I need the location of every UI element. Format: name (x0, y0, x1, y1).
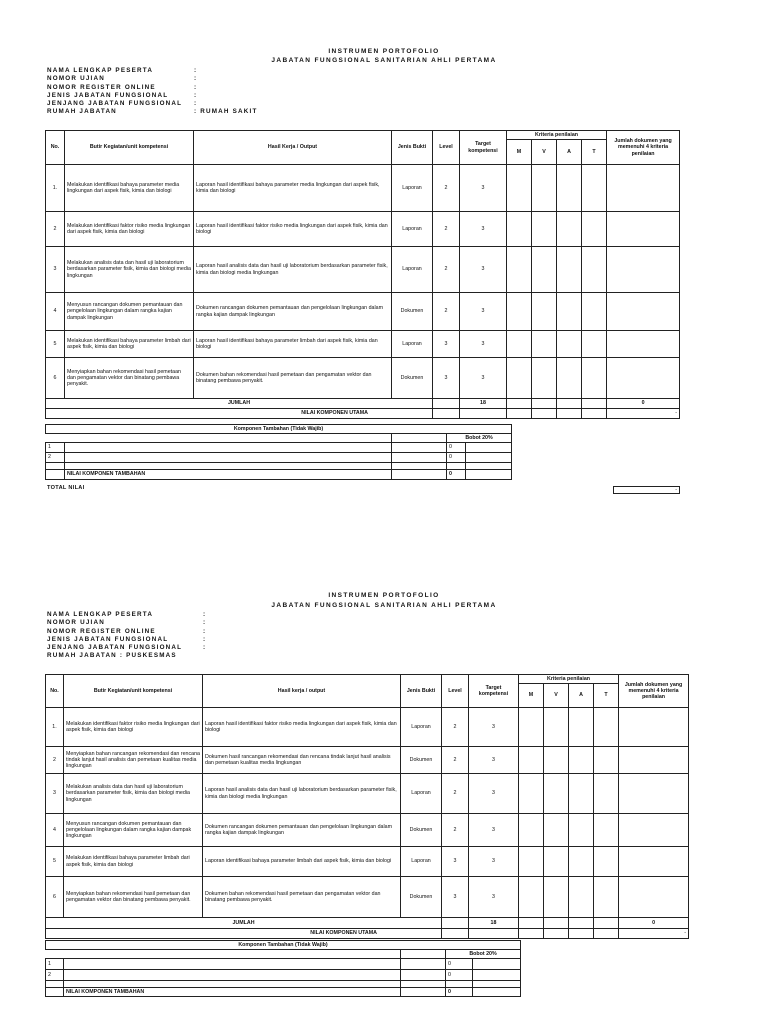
cell-v[interactable] (544, 774, 569, 814)
row-butir: Menyusun rancangan dokumen pemantauan dan pengelolaan lingkungan dalam rangka kajian dampak lingkungan (64, 814, 203, 847)
table-row (46, 747, 689, 774)
row-jenis: Laporan (392, 212, 433, 247)
tambahan-cell[interactable] (401, 970, 446, 981)
table-row (46, 212, 680, 247)
cell-a[interactable] (557, 331, 582, 358)
header-a: A (569, 684, 594, 708)
cell-t[interactable] (582, 247, 607, 293)
identity-row (47, 619, 347, 627)
table-row (46, 358, 680, 399)
header-v: V (544, 684, 569, 708)
row-hasil: Laporan hasil identifikasi bahaya parameter limbah dari aspek fisik, kimia dan biologi (194, 331, 392, 358)
header-butir: Butir Kegiatan/unit kompetensi (64, 675, 203, 708)
cell-t[interactable] (594, 774, 619, 814)
header-jenis-bukti: Jenis Bukti (392, 131, 433, 165)
cell-jumlah[interactable] (619, 708, 689, 747)
header-level: Level (433, 131, 460, 165)
header-v: V (532, 140, 557, 165)
row-butir: Menyiapkan bahan rekomendasi hasil pemetaan dan pengamatan vektor dan binatang pembawa penyakit. (65, 358, 194, 399)
header-m: M (507, 140, 532, 165)
cell-m[interactable] (519, 847, 544, 877)
tambahan-value: 0 (447, 443, 466, 453)
row-no: 3 (46, 774, 64, 814)
cell-m[interactable] (519, 877, 544, 918)
identity-label: NOMOR UJIAN (47, 75, 105, 83)
row-hasil: Laporan hasil identifikasi bahaya parameter media lingkungan dari aspek fisik, kimia dan biologi (194, 165, 392, 212)
table-row (46, 331, 680, 358)
row-jenis: Dokumen (392, 358, 433, 399)
identity-block (47, 67, 347, 117)
row-level: 2 (433, 165, 460, 212)
jumlah-target: 18 (460, 399, 507, 409)
identity-label: JENJANG JABATAN FUNGSIONAL (47, 644, 183, 652)
row-hasil: Dokumen bahan rekomendasi hasil pemetaan dan pengamatan vektor dan binatang pembawa penyakit. (194, 358, 392, 399)
identity-value: : (203, 611, 207, 618)
cell-m[interactable] (519, 747, 544, 774)
nilai-tambahan-row (46, 470, 512, 480)
cell-v[interactable] (544, 747, 569, 774)
row-butir: Melakukan analisis data dan hasil uji laboratorium berdasarkan parameter fisik, kimia dan biologi media lingkungan (64, 774, 203, 814)
row-target: 3 (460, 212, 507, 247)
tambahan-value: 0 (446, 959, 473, 970)
identity-row (47, 611, 347, 619)
tambahan-cell[interactable] (64, 959, 401, 970)
cell-jumlah[interactable] (619, 774, 689, 814)
nilai-utama-label: NILAI KOMPONEN UTAMA (46, 929, 442, 939)
row-hasil: Laporan hasil analisis data dan hasil uji laboratorium berdasarkan parameter fisik, kimia dan biologi media lingkungan (194, 247, 392, 293)
tambahan-row (46, 970, 521, 981)
identity-row (47, 100, 347, 108)
tambahan-cell[interactable] (65, 453, 392, 463)
row-level: 2 (433, 212, 460, 247)
header-jenis-bukti: Jenis Bukti (401, 675, 442, 708)
row-jenis: Dokumen (401, 747, 442, 774)
row-hasil: Dokumen rancangan dokumen pemantauan dan pengelolaan lingkungan dalam rangka kajian dampak lingkungan (203, 814, 401, 847)
row-jenis: Dokumen (401, 814, 442, 847)
table-row (46, 708, 689, 747)
row-target: 3 (460, 293, 507, 331)
cell-v[interactable] (532, 247, 557, 293)
cell-t[interactable] (594, 877, 619, 918)
identity-label: NOMOR REGISTER ONLINE (47, 627, 156, 635)
header-hasil: Hasil kerja / output (203, 675, 401, 708)
identity-label: NAMA LENGKAP PESERTA (47, 67, 154, 74)
row-no: 3 (46, 247, 65, 293)
table-row (46, 293, 680, 331)
cell-t[interactable] (582, 331, 607, 358)
cell-m[interactable] (507, 247, 532, 293)
competency-table (45, 674, 689, 939)
identity-label: NOMOR REGISTER ONLINE (47, 83, 156, 91)
cell-jumlah[interactable] (607, 358, 680, 399)
cell-jumlah[interactable] (607, 293, 680, 331)
table-row (46, 247, 680, 293)
row-level: 3 (433, 358, 460, 399)
header-hasil: Hasil Kerja / Output (194, 131, 392, 165)
nilai-utama-row (46, 409, 680, 419)
identity-row (47, 67, 347, 75)
identity-label: NAMA LENGKAP PESERTA (47, 611, 154, 618)
identity-row (47, 644, 347, 652)
tambahan-value: 0 (446, 970, 473, 981)
cell-v[interactable] (532, 212, 557, 247)
cell-t[interactable] (594, 708, 619, 747)
header-t: T (594, 684, 619, 708)
nilai-utama-value: - (619, 929, 689, 939)
table-row (46, 165, 680, 212)
header-target: Target kompetensi (460, 131, 507, 165)
header-m: M (519, 684, 544, 708)
row-target: 3 (460, 247, 507, 293)
row-butir: Menyiapkan bahan rancangan rekomendasi dan rencana tindak lanjut hasil analisis dan pemetaan kualitas media lingkungan (64, 747, 203, 774)
komponen-tambahan-label: Komponen Tambahan (Tidak Wajib) (46, 425, 512, 434)
header-jumlah-dokumen: Jumlah dokumen yang memenuhi 4 kriteria penilaian (619, 675, 689, 708)
header-butir: Butir Kegiatan/unit kompetensi (65, 131, 194, 165)
identity-value: : (194, 67, 198, 74)
row-butir: Melakukan identifikasi bahaya parameter media lingkungan dari aspek fisik, kimia dan biologi (65, 165, 194, 212)
header-target: Target kompetensi (469, 675, 519, 708)
identity-label: NOMOR UJIAN (47, 619, 105, 627)
row-level: 2 (442, 774, 469, 814)
tambahan-cell[interactable] (65, 443, 392, 453)
jumlah-label: JUMLAH (46, 399, 433, 409)
cell-v[interactable] (532, 293, 557, 331)
identity-value: : (194, 100, 198, 108)
tambahan-cell[interactable] (392, 443, 447, 453)
row-target: 3 (460, 358, 507, 399)
row-jenis: Laporan (392, 165, 433, 212)
row-no: 4 (46, 293, 65, 331)
tambahan-no: 2 (46, 970, 64, 981)
identity-label: RUMAH JABATAN : PUSKESMAS (47, 652, 177, 660)
cell-v[interactable] (544, 814, 569, 847)
total-nilai-label: TOTAL NILAI (47, 485, 85, 491)
tambahan-row (46, 443, 512, 453)
cell-jumlah[interactable] (619, 814, 689, 847)
cell-m[interactable] (507, 212, 532, 247)
row-target: 3 (469, 814, 519, 847)
row-level: 2 (433, 247, 460, 293)
nilai-utama-label: NILAI KOMPONEN UTAMA (46, 409, 433, 419)
identity-label: JENIS JABATAN FUNGSIONAL (47, 635, 169, 643)
cell-a[interactable] (569, 814, 594, 847)
komponen-tambahan-table (45, 940, 521, 997)
header-level: Level (442, 675, 469, 708)
row-jenis: Laporan (401, 708, 442, 747)
row-level: 2 (442, 708, 469, 747)
table-row (46, 877, 689, 918)
tambahan-value: 0 (447, 453, 466, 463)
identity-value: : (194, 75, 198, 83)
identity-row (47, 652, 347, 660)
row-no: 1. (46, 165, 65, 212)
nilai-tambahan-label: NILAI KOMPONEN TAMBAHAN (64, 988, 401, 997)
identity-row (47, 84, 347, 92)
cell-m[interactable] (507, 165, 532, 212)
form-subtitle: JABATAN FUNGSIONAL SANITARIAN AHLI PERTAMA (271, 57, 497, 64)
total-nilai-box[interactable]: - (613, 486, 680, 494)
cell-a[interactable] (557, 165, 582, 212)
nilai-utama-row (46, 929, 689, 939)
cell-v[interactable] (544, 708, 569, 747)
form-title: INSTRUMEN PORTOFOLIO (328, 592, 440, 599)
row-butir: Melakukan identifikasi bahaya parameter limbah dari aspek fisik, kimia dan biologi (65, 331, 194, 358)
nilai-utama-value: - (607, 409, 680, 419)
row-target: 3 (469, 847, 519, 877)
cell-t[interactable] (582, 293, 607, 331)
identity-row (47, 75, 347, 83)
nilai-tambahan-value: 0 (446, 988, 473, 997)
row-target: 3 (469, 708, 519, 747)
row-butir: Melakukan identifikasi bahaya parameter limbah dari aspek fisik, kimia dan biologi (64, 847, 203, 877)
row-target: 3 (469, 877, 519, 918)
identity-block (47, 611, 347, 661)
jumlah-dokumen: 0 (619, 918, 689, 929)
header-no: No. (46, 675, 64, 708)
cell-a[interactable] (557, 247, 582, 293)
row-no: 5 (46, 847, 64, 877)
cell-m[interactable] (519, 708, 544, 747)
row-no: 2 (46, 747, 64, 774)
bobot-label: Bobot 20% (447, 434, 512, 443)
identity-row (47, 108, 347, 116)
tambahan-no: 2 (46, 453, 65, 463)
tambahan-cell[interactable] (401, 959, 446, 970)
row-hasil: Laporan hasil identifikasi faktor risiko media lingkungan dari aspek fisik, kimia dan biologi (194, 212, 392, 247)
row-butir: Menyusun rancangan dokumen pemantauan dan pengelolaan lingkungan dalam rangka kajian dampak lingkungan (65, 293, 194, 331)
identity-value: : (203, 635, 207, 643)
row-level: 3 (433, 331, 460, 358)
tambahan-row (46, 453, 512, 463)
nilai-tambahan-value: 0 (447, 470, 466, 480)
cell-m[interactable] (507, 293, 532, 331)
jumlah-row (46, 399, 680, 409)
header-no: No. (46, 131, 65, 165)
form-title: INSTRUMEN PORTOFOLIO (328, 48, 440, 55)
tambahan-no: 1 (46, 443, 65, 453)
table-row (46, 847, 689, 877)
row-jenis: Laporan (401, 847, 442, 877)
header-kriteria: Kriteria penilaian (519, 675, 619, 684)
row-target: 3 (460, 165, 507, 212)
komponen-tambahan-label: Komponen Tambahan (Tidak Wajib) (46, 941, 521, 950)
identity-value: : (203, 644, 207, 652)
row-butir: Melakukan identifikasi faktor risiko media lingkungan dari aspek fisik, kimia dan biologi (64, 708, 203, 747)
row-jenis: Dokumen (401, 877, 442, 918)
row-level: 2 (433, 293, 460, 331)
row-jenis: Dokumen (392, 293, 433, 331)
identity-row (47, 92, 347, 100)
row-level: 3 (442, 847, 469, 877)
tambahan-cell[interactable] (392, 453, 447, 463)
cell-v[interactable] (544, 847, 569, 877)
row-no: 6 (46, 358, 65, 399)
table-row (46, 814, 689, 847)
cell-v[interactable] (532, 165, 557, 212)
row-hasil: Laporan hasil analisis data dan hasil uji laboratorium berdasarkan parameter fisik, kimia dan biologi media lingkungan (203, 774, 401, 814)
row-target: 3 (469, 774, 519, 814)
form-subtitle: JABATAN FUNGSIONAL SANITARIAN AHLI PERTAMA (271, 602, 497, 609)
cell-a[interactable] (569, 708, 594, 747)
row-hasil: Laporan hasil identifikasi faktor risiko media lingkungan dari aspek fisik, kimia dan biologi (203, 708, 401, 747)
cell-jumlah[interactable] (607, 165, 680, 212)
identity-row (47, 636, 347, 644)
header-a: A (557, 140, 582, 165)
cell-a[interactable] (569, 877, 594, 918)
cell-jumlah[interactable] (607, 212, 680, 247)
cell-jumlah[interactable] (607, 331, 680, 358)
header-t: T (582, 140, 607, 165)
cell-jumlah[interactable] (619, 747, 689, 774)
cell-v[interactable] (532, 358, 557, 399)
row-no: 6 (46, 877, 64, 918)
jumlah-target: 18 (469, 918, 519, 929)
tambahan-cell[interactable] (64, 970, 401, 981)
cell-t[interactable] (582, 212, 607, 247)
identity-value: : (194, 91, 198, 99)
cell-jumlah[interactable] (619, 877, 689, 918)
row-no: 4 (46, 814, 64, 847)
cell-a[interactable] (569, 774, 594, 814)
cell-m[interactable] (507, 358, 532, 399)
row-hasil: Dokumen rancangan dokumen pemantauan dan pengelolaan lingkungan dalam rangka kajian dampak lingkungan (194, 293, 392, 331)
tambahan-row (46, 959, 521, 970)
identity-value: : (203, 619, 207, 627)
bobot-label: Bobot 20% (446, 950, 521, 959)
identity-label: JENJANG JABATAN FUNGSIONAL (47, 100, 183, 108)
cell-a[interactable] (557, 212, 582, 247)
row-jenis: Laporan (392, 247, 433, 293)
cell-a[interactable] (569, 847, 594, 877)
cell-a[interactable] (569, 747, 594, 774)
row-target: 3 (469, 747, 519, 774)
cell-t[interactable] (594, 814, 619, 847)
competency-table (45, 130, 680, 419)
row-hasil: Laporan identifikasi bahaya parameter limbah dari aspek fisik, kimia dan biologi (203, 847, 401, 877)
cell-m[interactable] (519, 774, 544, 814)
identity-value: : RUMAH SAKIT (194, 108, 258, 116)
row-butir: Menyiapkan bahan rekomendasi hasil pemetaan dan pengamatan vektor dan binatang pembawa penyakit. (64, 877, 203, 918)
row-butir: Melakukan analisis data dan hasil uji laboratorium berdasarkan parameter fisik, kimia dan biologi media lingkungan (65, 247, 194, 293)
row-no: 1. (46, 708, 64, 747)
cell-v[interactable] (544, 877, 569, 918)
cell-t[interactable] (594, 747, 619, 774)
cell-m[interactable] (519, 814, 544, 847)
identity-label: RUMAH JABATAN (47, 108, 117, 116)
row-no: 2 (46, 212, 65, 247)
row-jenis: Laporan (401, 774, 442, 814)
row-butir: Melakukan identifikasi faktor risiko media lingkungan dari aspek fisik, kimia dan biologi (65, 212, 194, 247)
komponen-tambahan-table (45, 424, 512, 480)
row-hasil: Dokumen bahan rekomendasi hasil pemetaan dan pengamatan vektor dan binatang pembawa penyakit. (203, 877, 401, 918)
cell-a[interactable] (557, 358, 582, 399)
cell-jumlah[interactable] (619, 847, 689, 877)
row-no: 5 (46, 331, 65, 358)
jumlah-label: JUMLAH (46, 918, 442, 929)
jumlah-row (46, 918, 689, 929)
row-level: 3 (442, 877, 469, 918)
table-row (46, 774, 689, 814)
row-target: 3 (460, 331, 507, 358)
header-kriteria: Kriteria penilaian (507, 131, 607, 140)
nilai-tambahan-row (46, 988, 521, 997)
header-jumlah-dokumen: Jumlah dokumen yang memenuhi 4 kriteria penilaian (607, 131, 680, 165)
identity-value: : (203, 627, 207, 635)
jumlah-dokumen: 0 (607, 399, 680, 409)
cell-a[interactable] (557, 293, 582, 331)
cell-jumlah[interactable] (607, 247, 680, 293)
row-level: 2 (442, 747, 469, 774)
identity-value: : (194, 83, 198, 91)
cell-t[interactable] (582, 165, 607, 212)
cell-m[interactable] (507, 331, 532, 358)
identity-label: JENIS JABATAN FUNGSIONAL (47, 91, 169, 99)
cell-v[interactable] (532, 331, 557, 358)
nilai-tambahan-label: NILAI KOMPONEN TAMBAHAN (65, 470, 392, 480)
row-jenis: Laporan (392, 331, 433, 358)
tambahan-no: 1 (46, 959, 64, 970)
identity-row (47, 628, 347, 636)
row-hasil: Dokumen hasil rancangan rekomendasi dan rencana tindak lanjut hasil analisis dan pemetaan kualitas media lingkungan (203, 747, 401, 774)
row-level: 2 (442, 814, 469, 847)
cell-t[interactable] (582, 358, 607, 399)
cell-t[interactable] (594, 847, 619, 877)
